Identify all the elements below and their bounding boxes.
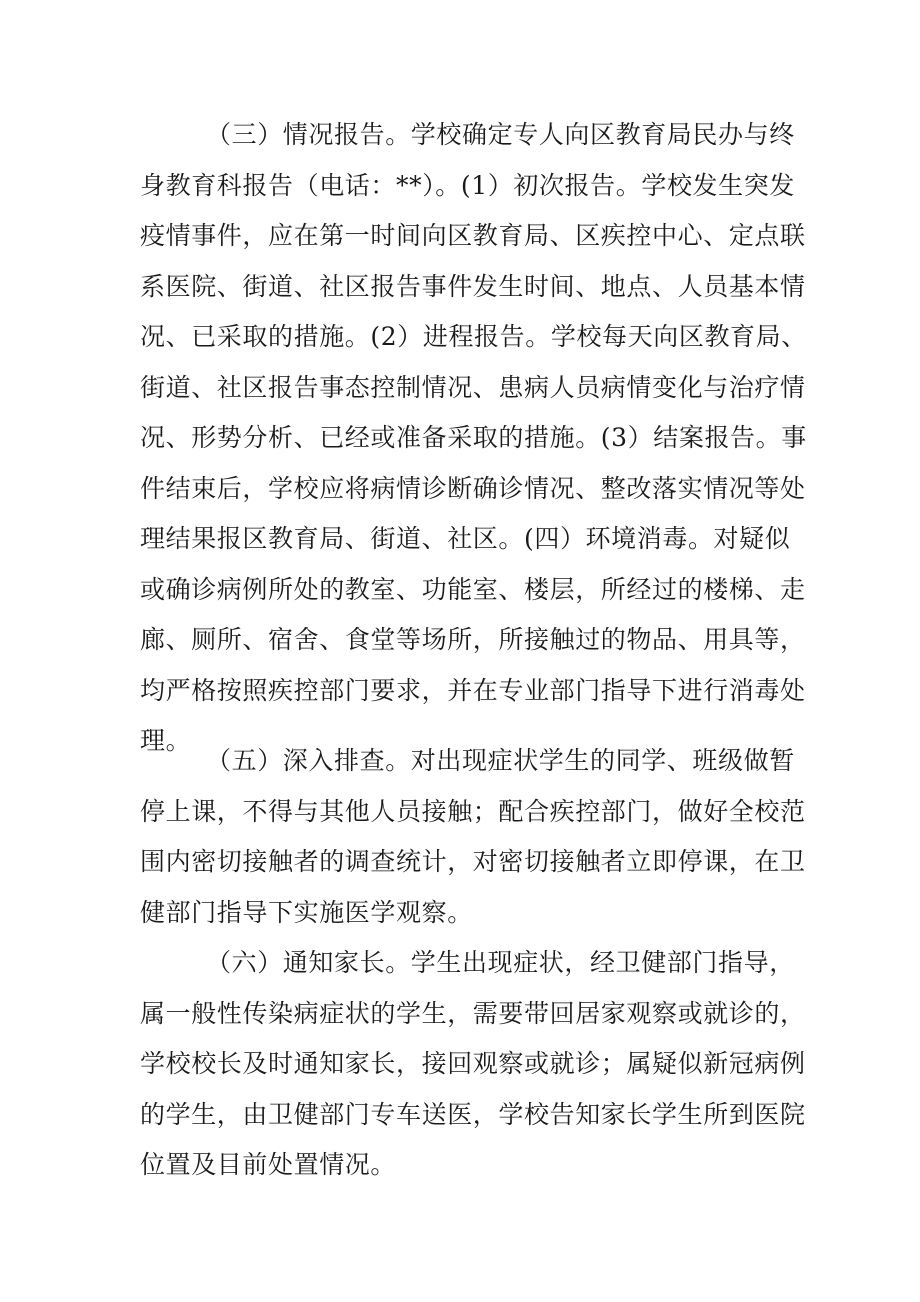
text-line: 件结束后，学校应将病情诊断确诊情况、整改落实情况等处: [140, 473, 806, 503]
text-line: 均严格按照疾控部门要求，并在专业部门指导下进行消毒处: [140, 675, 806, 705]
text-line: 街道、社区报告事态控制情况、患病人员病情变化与治疗情: [140, 372, 806, 402]
text-line: 理。: [140, 726, 192, 755]
text-line: 位置及目前处置情况。: [140, 1150, 397, 1179]
text-line: 健部门指导下实施医学观察。: [140, 897, 473, 927]
paragraph-thorough-investigation: [140, 736, 806, 938]
paragraph-notify-parents: [140, 938, 806, 1191]
text-line: 廊、厕所、宿舍、食堂等场所，所接触过的物品、用具等，: [140, 625, 806, 654]
text-line: 系医院、街道、社区报告事件发生时间、地点、人员基本情: [140, 271, 806, 301]
text-line: 理结果报区教育局、街道、社区。(四）环境消毒。对疑似: [140, 524, 791, 553]
text-line: 况、形势分析、已经或准备采取的措施。(3）结案报告。事: [140, 423, 807, 452]
text-line: 身教育科报告（电话：**）。(1）初次报告。学校发生突发: [140, 170, 795, 200]
text-line: 停上课，不得与其他人员接触；配合疾控部门，做好全校范: [140, 796, 806, 826]
text-line: 或确诊病例所处的教室、功能室、楼层，所经过的楼梯、走: [140, 574, 806, 604]
text-line: （六）通知家长。学生出现症状，经卫健部门指导，: [206, 948, 795, 977]
text-line: （三）情况报告。学校确定专人向区教育局民办与终: [206, 120, 795, 149]
text-line: 疫情事件，应在第一时间向区教育局、区疾控中心、定点联: [140, 221, 806, 250]
text-line: 的学生，由卫健部门专车送医，学校告知家长学生所到医院: [140, 1099, 806, 1129]
text-line: 围内密切接触者的调查统计，对密切接触者立即停课，在卫: [140, 847, 806, 876]
text-line: （五）深入排查。对出现症状学生的同学、班级做暂: [206, 746, 795, 775]
text-line: 学校校长及时通知家长，接回观察或就诊；属疑似新冠病例: [140, 1049, 806, 1078]
text-line: 况、已采取的措施。(2）进程报告。学校每天向区教育局、: [140, 322, 807, 351]
paragraph-situation-report: [140, 110, 807, 767]
text-line: 属一般性传染病症状的学生，需要带回居家观察或就诊的，: [140, 998, 806, 1028]
